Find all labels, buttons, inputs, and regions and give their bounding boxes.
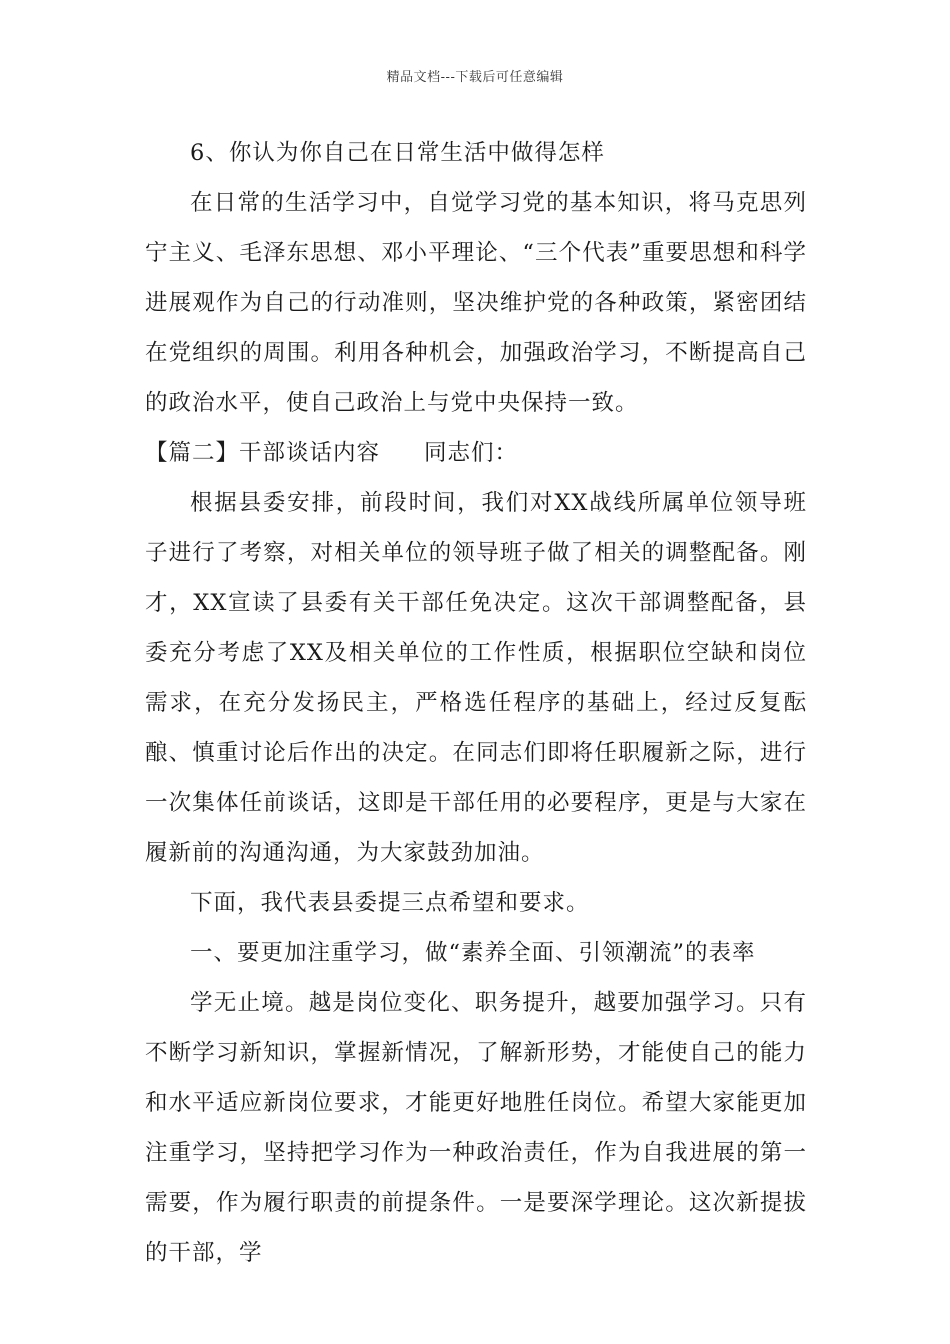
salutation: 同志们： — [424, 440, 519, 466]
point-one-paragraph: 学无止境。越是岗位变化、职务提升，越要加强学习。只有不断学习新知识，掌握新情况，了解新形势，才能使自己的能力和水平适应新岗位要求，才能更好地胜任岗位。希望大家能更加注重学习，坚持把学习作为一种政治责任，作为自我进展的第一需要，作为履行职责的前提条件。一是要深学理论。这次新提拔的干部，学 — [145, 990, 807, 1266]
section-title: 【篇二】干部谈话内容 — [145, 440, 381, 466]
intro-paragraph: 下面，我代表县委提三点希望和要求。 — [190, 890, 590, 916]
question-heading: 6、你认为你自己在日常生活中做得怎样 — [190, 140, 605, 166]
page-header: 精品文档---下载后可任意编辑 — [386, 70, 564, 85]
section-heading-line — [145, 428, 807, 478]
document-body — [145, 128, 807, 1278]
answer-paragraph: 在日常的生活学习中，自觉学习党的基本知识，将马克思列宁主义、毛泽东思想、邓小平理论、“三个代表”重要思想和科学进展观作为自己的行动准则，坚决维护党的各种政策，紧密团结在党组织的周围。利用各种机会，加强政治学习，不断提高自己的政治水平，使自己政治上与党中央保持一致。 — [145, 190, 807, 416]
point-one-heading: 一、要更加注重学习，做“素养全面、引领潮流”的表率 — [190, 940, 756, 966]
speech-paragraph: 根据县委安排，前段时间，我们对XX战线所属单位领导班子进行了考察，对相关单位的领导班子做了相关的调整配备。刚才，XX宣读了县委有关干部任免决定。这次干部调整配备，县委充分考虑了XX及相关单位的工作性质，根据职位空缺和岗位需求，在充分发扬民主，严格选任程序的基础上，经过反复酝酿、慎重讨论后作出的决定。在同志们即将任职履新之际，进行一次集体任前谈话，这即是干部任用的必要程序，更是与大家在履新前的沟通沟通，为大家鼓劲加油。 — [145, 490, 807, 866]
